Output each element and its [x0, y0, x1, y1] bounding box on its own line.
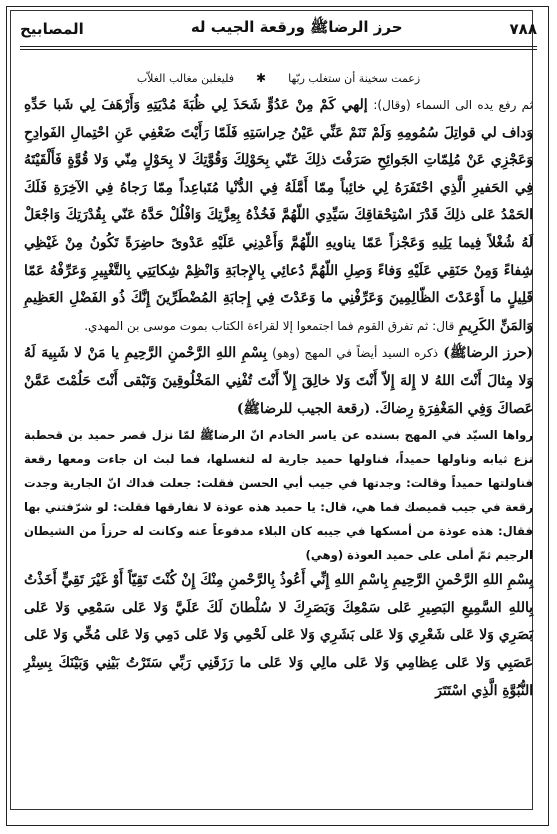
star-ornament-icon: ✱: [256, 71, 267, 85]
hirz-text: بِسْمِ اللهِ الرَّحْمنِ الرَّحِيمِ يا مَنْ لا شَبِيهَ لَهُ وَلا مِثالَ أَنْتَ اللهُ لا إِلهَ إِلاّ أَنْتَ وَلا خالِقَ إِلاّ أَنْتَ تُفْنِي المَخْلُوقِينَ وَتَبْقى أَنْتَ حَلُمْتَ عَمَّنْ عَصاكَ وَفِي المَغْفِرَةِ رِضاكَ.: [24, 345, 533, 417]
ruqa-text: بِسْمِ اللهِ الرَّحْمنِ الرَّحِيمِ بِاسْمِ اللهِ إِنِّي أَعُوذُ بِالرَّحْمنِ مِنْكَ إِنْ كُنْتَ تَقِيّاً أَوْ غَيْرَ تَقِيٍّ أَخَذْتُ بِاللهِ السَّمِيعِ البَصِيرِ عَلى سَمْعِكَ وَبَصَرِكَ لا سُلْطانَ لَكَ عَلَيَّ وَلا عَلى سَمْعِي وَلا عَلى بَصَرِي وَلا عَلى شَعْرِي وَلا عَلى بَشَرِي وَلا عَلى لَحْمِي وَلا عَلى دَمِي وَلا عَلى مُخِّي وَلا عَلى عَصَبِي وَلا عَلى عِظامِي وَلا عَلى مالِي وَلا عَلى ما رَزَقَنِي رَبِّي سَتَرْتُ بَيْنِي وَبَيْنَكَ بِسِتْرِ النُّبُوَّةِ الَّذِي اسْتَتَرَ: [24, 572, 533, 699]
supplication-text: إلهي كَمْ مِنْ عَدُوٍّ شَحَذَ لِي ظُبَةَ مُدْيَتِهِ وَأَرْهَفَ لِي شَبا حَدِّهِ وَداف لي قواتِلَ سُمُومِهِ وَلَمْ تَنَمْ عَنِّي عَيْنُ حِراسَتِهِ فَلَمّا رَأَيْتَ ضَعْفِي عَنِ احْتِمالِ الفَوادِحِ وَعَجْزِي عَنْ مُلِمّاتِ الجَوائِحِ صَرَفْتَ ذلِكَ عَنّي بِحَوْلِكَ وَقُوَّتِكَ لا بِحَوْلٍ مِنّي وَلا قُوَّةٍ فَأَلْقَيْتَهُ فِي الحَفيرِ الَّذِي احْتَفَرَهُ لِي خائِباً مِمّا أَمَّلَهُ فِي الدُّنْيا مُتَباعِداً مِمّا رَجاهُ فِي الآخِرَةِ فَلَكَ الحَمْدُ عَلى ذلِكَ قَدْرَ اسْتِحْقاقِكَ سَيِّدِي اللّهُمَّ فَخُذْهُ بِعِزَّتِكَ وَافْلُلْ حَدَّهُ عَنّي بِقُدْرَتِكَ وَاجْعَلْ لَهُ شُغْلاً فِيما يَلِيهِ وَعَجْزاً عَمّا يناويهِ اللّهُمَّ وَأَعْدِنِي عَلَيْهِ عَدْوىً حاضِرَةً تَكُونُ مِنْ غَيْظِي شِفاءً وَمِنْ حَنَقِي عَلَيْهِ وَفاءً وَصِلِ اللّهُمَّ دُعائِي بِالإِجابَةِ وَانْظِمْ شِكايَتِي بِالتَّغْيِيرِ وَعَرِّفْهُ عَمّا قَلِيلٍ ما أَوْعَدْتَ الظّالِمِينَ وَعَرِّفْنِي ما وَعَدْتَ فِي إِجابَةِ المُضْطَرِّينَ إِنَّكَ ذُو الفَضْلِ العَظِيمِ وَالمَنِّ الكَرِيمِ: [24, 97, 533, 334]
running-head-right: زعمت سخينة أن ستغلب ربّها: [288, 71, 421, 85]
section-label-hirz: (حرز الرضاﷺ): [443, 345, 533, 362]
chapter-title: حرز الرضاﷺ ورقعة الجيب له: [190, 18, 403, 36]
running-head: [20, 66, 537, 90]
paragraph-hirz: [24, 340, 533, 423]
page-header: [20, 14, 537, 44]
paragraph-ruqa: [24, 567, 533, 705]
hirz-source: ذكره السيد أيضاً في المهج (وهو): [272, 346, 439, 361]
main-text: [24, 92, 533, 705]
narration-paragraph: رواها السيّد في المهج بسنده عن ياسر الخادم انّ الرضاﷺ لمّا نزل قصر حميد بن قحطبة نزع ثيابه وناولها حميداً، فناولها حميد جارية له لتغسلها، فما لبث ان جاءت ومعها رقعة فناولتها حميداً وقالت: وجدتها في جيب أبي الحسن فقلت: جعلت فداك انّ الجارية وجدت رقعة في جيب قميصك فما هي، قال: يا حميد هذه عوذة لا نفارقها فقلت: لو شرّفتني بها فقال: هذه عوذة من أمسكها في جيبه كان البلاء مدفوعاً عنه وكانت له حرزاً من الشيطان الرجيم ثمّ أملى على حميد العوذة (وهي): [24, 428, 533, 563]
running-head-left: فليغلبن مغالب الغلاّب: [136, 71, 235, 85]
narration-text: قال: ثم تفرق القوم فما اجتمعوا إلا لقراءة الكتاب بموت موسى بن المهدي.: [84, 318, 455, 333]
header-rule-double: [20, 49, 537, 50]
book-title: المصابيح: [20, 20, 84, 38]
page-number: ٧٨٨: [509, 20, 537, 38]
section-label-ruqa: (رقعة الجيب للرضاﷺ): [236, 400, 371, 417]
intro-text: ثم رفع يده الى السماء (وقال):: [373, 98, 533, 112]
paragraph-supplication: [24, 92, 533, 340]
header-rule: [20, 46, 537, 47]
